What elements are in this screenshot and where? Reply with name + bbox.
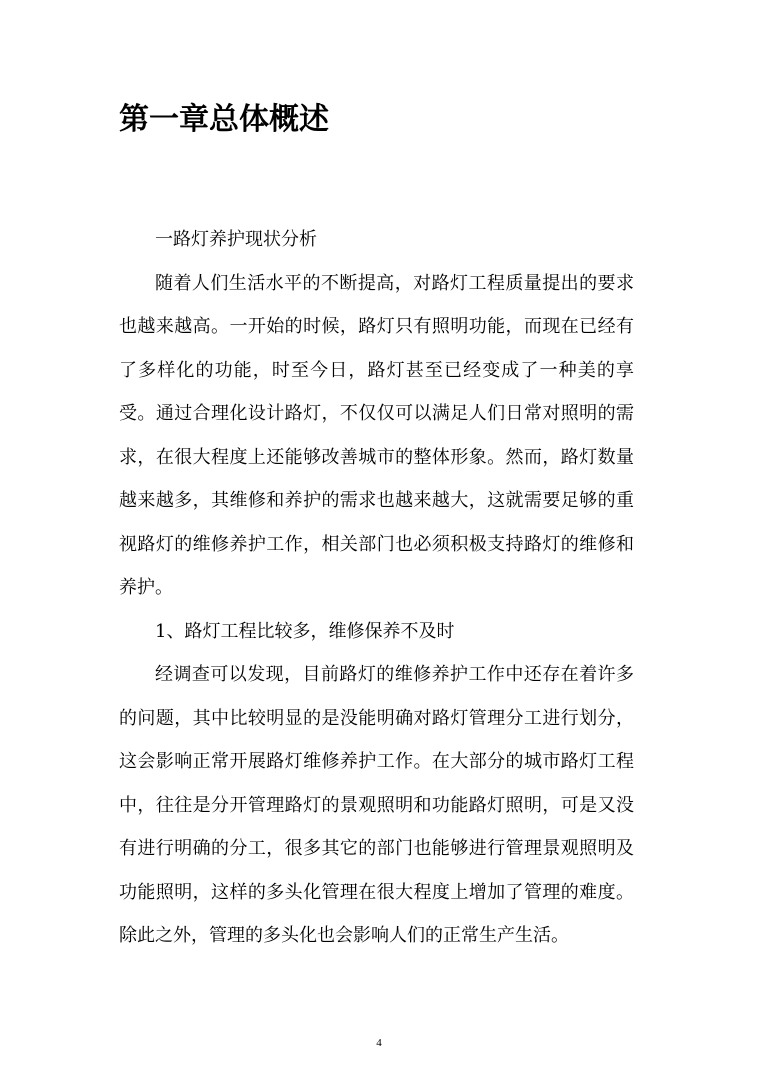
body-text [119, 218, 634, 958]
page-number: 4 [376, 1037, 382, 1049]
section-heading: 一路灯养护现状分析 [155, 229, 317, 250]
paragraph-analysis: 经调查可以发现，目前路灯的维修养护工作中还存在着许多的问题，其中比较明显的是没能明确对路灯管理分工进行划分，这会影响正常开展路灯维修养护工作。在大部分的城市路灯工程中，往往是分开管理路灯的景观照明和功能路灯照明，可是又没有进行明确的分工，很多其它的部门也能够进行管理景观照明及功能照明，这样的多头化管理在很大程度上增加了管理的难度。除此之外，管理的多头化也会影响人们的正常生产生活。 [119, 664, 634, 946]
paragraph-intro: 随着人们生活水平的不断提高，对路灯工程质量提出的要求也越来越高。一开始的时候，路灯只有照明功能，而现在已经有了多样化的功能，时至今日，路灯甚至已经变成了一种美的享受。通过合理化设计路灯，不仅仅可以满足人们日常对照明的需求，在很大程度上还能够改善城市的整体形象。然而，路灯数量越来越多，其维修和养护的需求也越来越大，这就需要足够的重视路灯的维修养护工作，相关部门也必须积极支持路灯的维修和养护。 [119, 272, 634, 598]
chapter-title: 第一章总体概述 [119, 102, 329, 137]
subsection-heading: 1、路灯工程比较多，维修保养不及时 [155, 620, 455, 642]
